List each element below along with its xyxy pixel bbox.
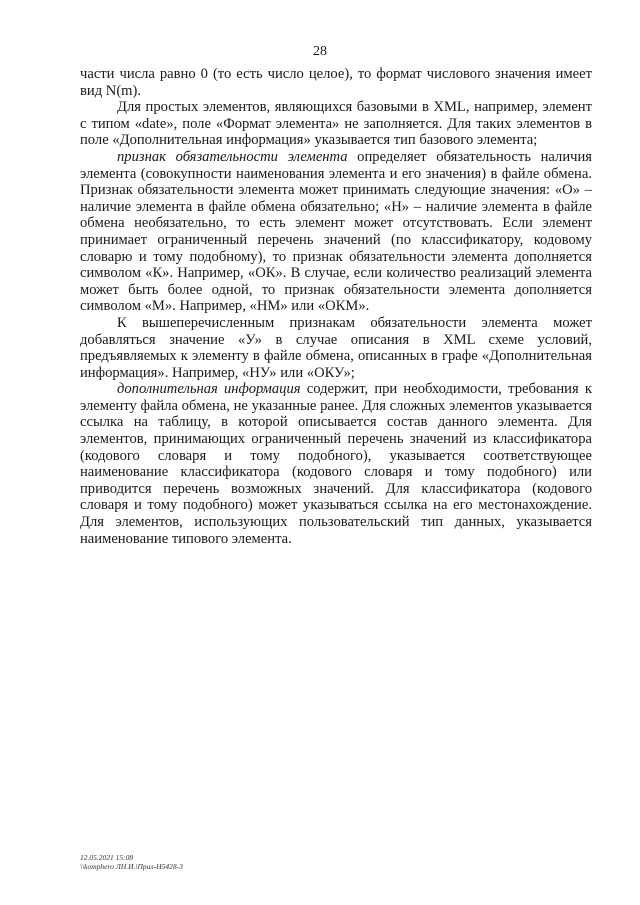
paragraph-mandatory-flag-text: определяет обязательность наличия элемента (совокупности наименования элемента и его значения) в файле обмена. Признак обязательности элемента может принимать следующие значения: «О» – наличие элемента в файле обмена обязательно; «Н» – наличие элемента в файле обмена необязательно, то есть элемент может отсутствовать. Если элемент принимает ограниченный перечень значений (по классификатору, кодовому словарю и тому подобному), то признак обязательности элемента дополняется символом «К». Например, «ОК». В случае, если количество реализаций элемента может быть более одной, то признак обязательности элемента дополняется символом «М». Например, «НМ» или «ОКМ». <box>80 148 592 315</box>
term-mandatory-flag: признак обязательности элемента <box>117 148 348 165</box>
paragraph-additional-info-text: содержит, при необходимости, требования к элементу файла обмена, не указанные ранее. Для сложных элементов указывается ссылка на таблицу, в которой описывается состав данного элемента. Для элементов, принимающих ограниченный перечень значений из классификатора (кодового словаря и тому подобного), указывается соответствующее наименование классификатора (кодового словаря и тому подобного) или приводится перечень возможных значений. Для классификатора (кодового словаря и тому подобного) может указываться ссылка на его местонахождение. Для элементов, использующих пользовательский тип данных, указывается наименование типового элемента. <box>80 381 592 547</box>
page-number: 28 <box>313 44 327 59</box>
footer-document-ref: \\komphero ЛН.И.\Прил-Н5428-3 <box>80 862 183 871</box>
document-body <box>80 66 592 547</box>
footer-timestamp: 12.05.2021 15:08 <box>80 853 134 862</box>
paragraph-mandatory-flag <box>80 149 592 315</box>
term-additional-info: дополнительная информация <box>117 381 301 398</box>
paragraph-conditional-flag: К вышеперечисленным признакам обязательности элемента может добавляться значение «У» в случае описания в XML схеме условий, предъявляемых к элементу в файле обмена, описанных в графе «Дополнительная информация». Например, «НУ» или «ОКУ»; <box>80 314 592 381</box>
paragraph-number-format: части числа равно 0 (то есть число целое), то формат числового значения имеет вид N(m). <box>80 66 592 99</box>
paragraph-additional-info <box>80 381 592 547</box>
paragraph-simple-elements: Для простых элементов, являющихся базовыми в XML, например, элемент с типом «date», поле «Формат элемента» не заполняется. Для таких элементов в поле «Дополнительная информация» указывается тип базового элемента; <box>80 99 592 149</box>
document-footer <box>80 853 183 871</box>
